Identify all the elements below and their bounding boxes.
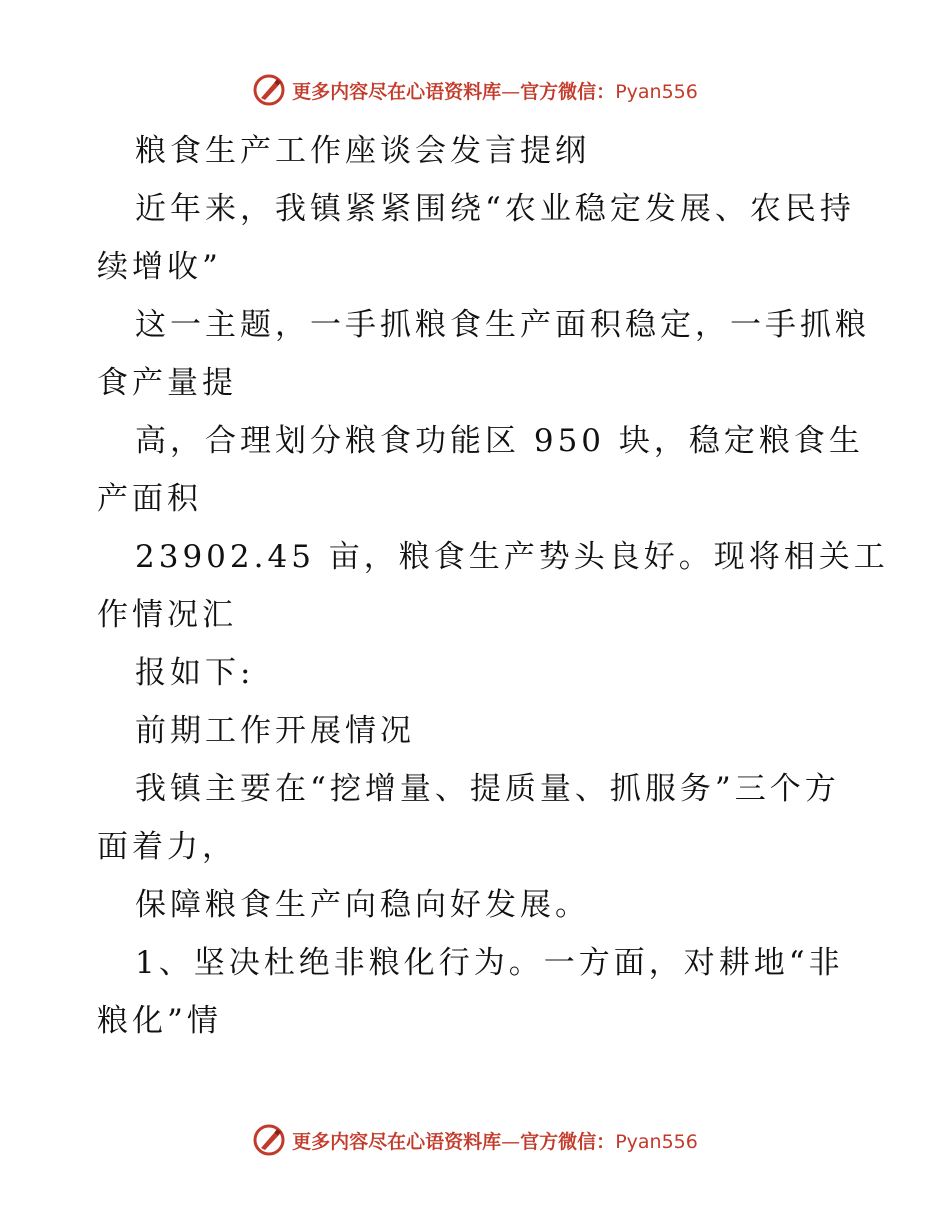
paragraph-line: 粮化”情 [97, 1003, 222, 1039]
watermark-wechat-id: Pyan556 [615, 1130, 698, 1153]
pen-logo-icon [252, 73, 286, 107]
paragraph-line: 我镇主要在“挖增量、提质量、抓服务”三个方 [135, 771, 840, 807]
paragraph-line: 产面积 [97, 481, 202, 517]
paragraph-line: 保障粮食生产向稳向好发展。 [135, 887, 590, 923]
watermark-separator: — [501, 1130, 521, 1153]
document-body [97, 122, 889, 1050]
header-watermark-banner [0, 70, 950, 110]
paragraph-line: 1、坚决杜绝非粮化行为。一方面，对耕地“非 [135, 945, 844, 981]
watermark-text [292, 1127, 698, 1154]
watermark-main: 更多内容尽在心语资料库 [292, 80, 502, 103]
paragraph-line: 面着力， [97, 829, 237, 865]
footer-watermark-banner [0, 1120, 950, 1160]
paragraph-line: 作情况汇 [97, 597, 237, 633]
paragraph-line: 近年来，我镇紧紧围绕“农业稳定发展、农民持 [135, 191, 855, 227]
paragraph-line: 23902.45 亩，粮食生产势头良好。现将相关工 [135, 539, 889, 575]
paragraph-line: 续增收” [97, 249, 222, 285]
watermark-text [292, 77, 698, 104]
document-title: 粮食生产工作座谈会发言提纲 [135, 133, 590, 169]
watermark-main: 更多内容尽在心语资料库 [292, 1130, 502, 1153]
paragraph-line: 食产量提 [97, 365, 237, 401]
watermark-wechat-id: Pyan556 [615, 80, 698, 103]
pen-logo-icon [252, 1123, 286, 1157]
watermark-separator: — [501, 80, 521, 103]
paragraph-line: 报如下: [135, 655, 255, 691]
paragraph-line: 前期工作开展情况 [135, 713, 415, 749]
watermark-official: 官方微信： [520, 1130, 616, 1153]
watermark-official: 官方微信： [520, 80, 616, 103]
paragraph-line: 这一主题，一手抓粮食生产面积稳定，一手抓粮 [135, 307, 870, 343]
paragraph-line: 高，合理划分粮食功能区 950 块，稳定粮食生 [135, 423, 864, 459]
